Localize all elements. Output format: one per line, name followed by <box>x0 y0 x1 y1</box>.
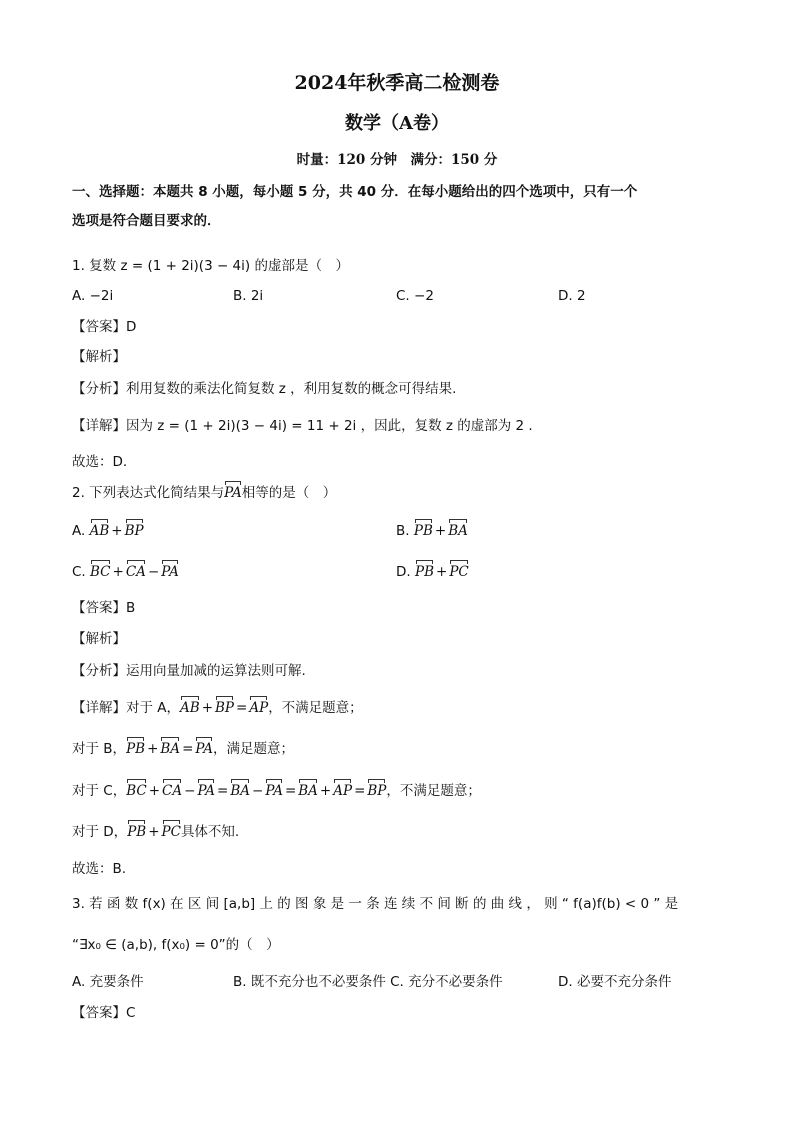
vector-term: AB <box>180 700 200 716</box>
vector-term: BA <box>448 523 468 539</box>
q2-option-b-expr <box>414 522 468 540</box>
operator: − <box>147 564 160 580</box>
q2-xiangjie-d <box>72 823 239 841</box>
operator: + <box>436 564 448 580</box>
q3-stem-line1: 3. 若 函 数 f(x) 在 区 间 [a,b] 上 的 图 象 是 一 条 连 续 不 间 断 的 曲 线 ， 则 “ f(a)f(b) < 0 ” 是 <box>72 896 679 912</box>
q2-option-a-label: A. <box>72 523 86 539</box>
q2-stem-prefix: 2. 下列表达式化简结果与 <box>72 485 225 501</box>
q1-xiangjie: 【详解】因为 z = (1 + 2i)(3 − 4i) = 11 + 2i ，因此，复数 z 的虚部为 2 . <box>72 418 533 434</box>
operator: + <box>147 741 159 757</box>
exam-subtitle: 数学（A卷） <box>345 113 449 134</box>
q2-stem-vector: PA <box>224 485 242 501</box>
vector-term: AP <box>333 783 353 799</box>
vector-term: PC <box>161 824 181 840</box>
vector-term: BP <box>124 523 144 539</box>
q2-option-c <box>72 563 179 581</box>
q2-choose: 故选：B. <box>72 861 127 877</box>
vector-term: BA <box>160 741 181 757</box>
q2-analysis-label: 【解析】 <box>72 631 126 647</box>
vector-term: PC <box>449 564 469 580</box>
q2-line-b-expr <box>126 740 213 758</box>
operator: = <box>217 783 229 799</box>
q3-option-a: A. 充要条件 <box>72 974 144 990</box>
section-heading-line1: 一、选择题：本题共 8 小题，每小题 5 分，共 40 分．在每小题给出的四个选项中，只有一个 <box>72 184 638 200</box>
q2-option-d <box>396 563 469 581</box>
operator: = <box>236 700 248 716</box>
vector-term: PB <box>126 741 146 757</box>
q1-option-a: A. −2i <box>72 288 114 304</box>
q2-xiangjie-prefix: 【详解】对于 A， <box>72 700 181 716</box>
exam-meta: 时量：120 分钟 满分：150 分 <box>296 152 498 168</box>
q2-xiangjie-a <box>72 699 363 717</box>
vector-term: PA <box>161 564 179 580</box>
q1-stem: 1. 复数 z = (1 + 2i)(3 − 4i) 的虚部是（ ） <box>72 258 349 274</box>
q2-option-b-label: B. <box>396 523 410 539</box>
q1-option-b: B. 2i <box>233 288 264 304</box>
section-heading-line2: 选项是符合题目要求的． <box>72 213 221 229</box>
q2-option-b <box>396 522 468 540</box>
operator: + <box>111 523 123 539</box>
q2-xiangjie-c <box>72 782 481 800</box>
vector-term: AP <box>249 700 269 716</box>
operator: + <box>319 783 332 799</box>
q2-line-d-prefix: 对于 D， <box>72 824 128 840</box>
q2-option-a-expr <box>90 522 144 540</box>
vector-term: CA <box>162 783 183 799</box>
q2-stem-suffix: 相等的是（ ） <box>241 485 337 501</box>
q2-line-c-expr <box>126 782 386 800</box>
q3-answer: 【答案】C <box>72 1005 136 1021</box>
q3-stem-line2: “∃x₀ ∈ (a,b), f(x₀) = 0”的（ ） <box>72 937 280 953</box>
vector-term: BC <box>126 783 147 799</box>
q2-line-c-prefix: 对于 C， <box>72 783 127 799</box>
vector-term: BC <box>90 564 111 580</box>
operator: − <box>252 783 264 799</box>
q1-option-d: D. 2 <box>558 288 586 304</box>
vector-term: BA <box>298 783 318 799</box>
q2-line-a-suffix: ，不满足题意； <box>268 700 363 716</box>
operator: + <box>148 783 161 799</box>
q2-xiangjie-b <box>72 740 294 758</box>
q1-choose: 故选：D. <box>72 454 128 470</box>
vector-term: PA <box>195 741 213 757</box>
vector-term: PB <box>414 564 434 580</box>
q1-analysis-label: 【解析】 <box>72 349 126 365</box>
operator: = <box>182 741 194 757</box>
vector-term: PA <box>265 783 283 799</box>
vector-term: BP <box>367 783 387 799</box>
q1-fenxi: 【分析】利用复数的乘法化简复数 z ，利用复数的概念可得结果. <box>72 381 457 397</box>
operator: + <box>201 700 214 716</box>
q2-stem <box>72 484 336 502</box>
q2-fenxi: 【分析】运用向量加减的运算法则可解. <box>72 663 306 679</box>
q2-line-d-suffix: 具体不知. <box>180 824 240 840</box>
vector-term: BP <box>215 700 235 716</box>
q3-option-d: D. 必要不充分条件 <box>558 974 672 990</box>
q2-option-d-expr <box>415 563 469 581</box>
operator: + <box>112 564 124 580</box>
operator: + <box>434 523 447 539</box>
q1-answer: 【答案】D <box>72 319 137 335</box>
vector-term: CA <box>125 564 146 580</box>
q2-line-d-expr <box>127 823 181 841</box>
q1-option-c: C. −2 <box>396 288 434 304</box>
q2-line-b-suffix: ，满足题意； <box>212 741 294 757</box>
q2-option-a <box>72 522 144 540</box>
operator: − <box>184 783 196 799</box>
vector-term: PB <box>413 523 433 539</box>
exam-title: 2024年秋季高二检测卷 <box>294 72 500 94</box>
vector-term: BA <box>230 783 251 799</box>
vector-term: AB <box>89 523 110 539</box>
vector-term: PB <box>127 824 147 840</box>
vector-term: PA <box>197 783 216 799</box>
q2-answer: 【答案】B <box>72 600 136 616</box>
q2-option-c-label: C. <box>72 564 86 580</box>
q2-option-c-expr <box>90 563 179 581</box>
q2-line-a-expr <box>180 699 268 717</box>
operator: = <box>284 783 297 799</box>
q3-option-b-c: B. 既不充分也不必要条件 C. 充分不必要条件 <box>233 974 503 990</box>
operator: + <box>148 824 160 840</box>
operator: = <box>354 783 366 799</box>
q2-option-d-label: D. <box>396 564 411 580</box>
q2-line-b-prefix: 对于 B， <box>72 741 127 757</box>
q2-line-c-suffix: ，不满足题意； <box>386 783 481 799</box>
